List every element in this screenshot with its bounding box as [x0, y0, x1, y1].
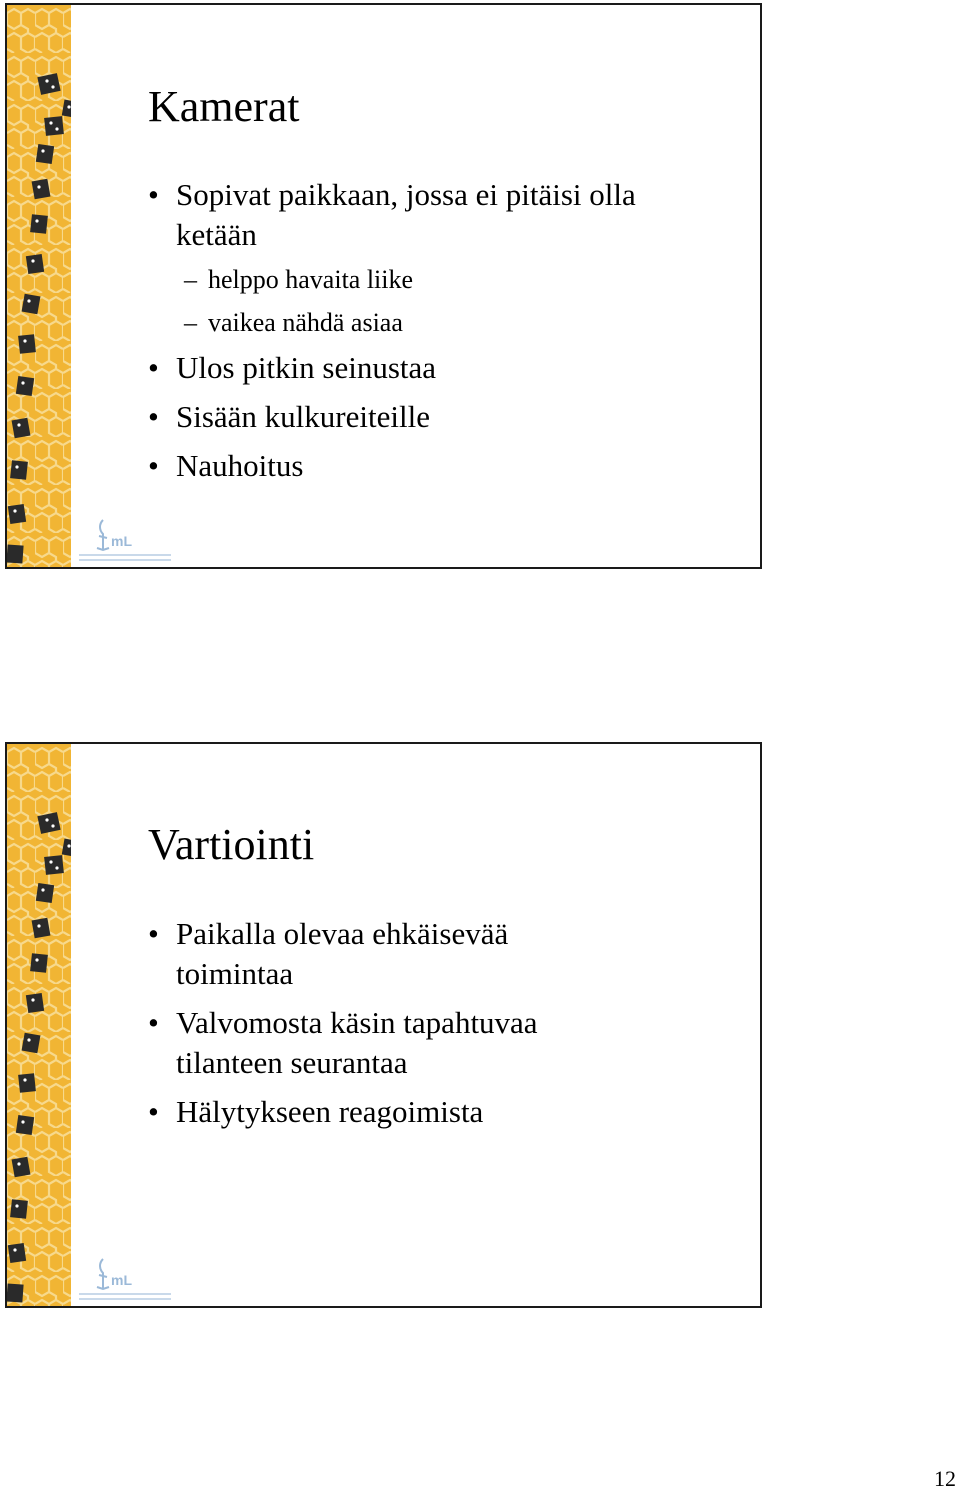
- bullet-icon: •: [148, 350, 159, 385]
- slide-title: Vartiointi: [148, 820, 315, 869]
- bullet-icon: •: [148, 916, 159, 951]
- svg-text:mL: mL: [111, 533, 132, 549]
- bullet-icon: •: [148, 448, 159, 483]
- honeycomb-pattern: [7, 744, 71, 1306]
- dash-icon: –: [184, 265, 197, 294]
- slide-title: Kamerat: [148, 82, 300, 131]
- honeycomb-icon: [7, 744, 71, 1308]
- bullet-icon: •: [148, 177, 159, 212]
- bullet-icon: •: [148, 1094, 159, 1129]
- page-number: 12: [934, 1466, 956, 1491]
- fml-logo-icon: [77, 516, 177, 564]
- slide-vartiointi: mL Vartiointi • Paikalla olevaa ehkäisevää toimintaa • Valvomosta käsin tapahtuvaa tilanteen seurantaa • Hälytykseen reagoimista: [5, 742, 762, 1308]
- slide-kamerat: mL Kamerat • Sopivat paikkaan, jossa ei pitäisi olla ketään – helppo havaita liike – vaikea nähdä asiaa • Ulos pitkin seinustaa • Sisään kulkureiteille • Nauhoitus: [5, 3, 762, 569]
- dash-icon: –: [184, 308, 197, 337]
- honeycomb-icon: [7, 5, 71, 569]
- svg-text:mL: mL: [111, 1272, 132, 1288]
- bullet-icon: •: [148, 1005, 159, 1040]
- fml-logo-icon: [77, 1255, 177, 1303]
- bullet-icon: •: [148, 399, 159, 434]
- honeycomb-pattern: [7, 5, 71, 567]
